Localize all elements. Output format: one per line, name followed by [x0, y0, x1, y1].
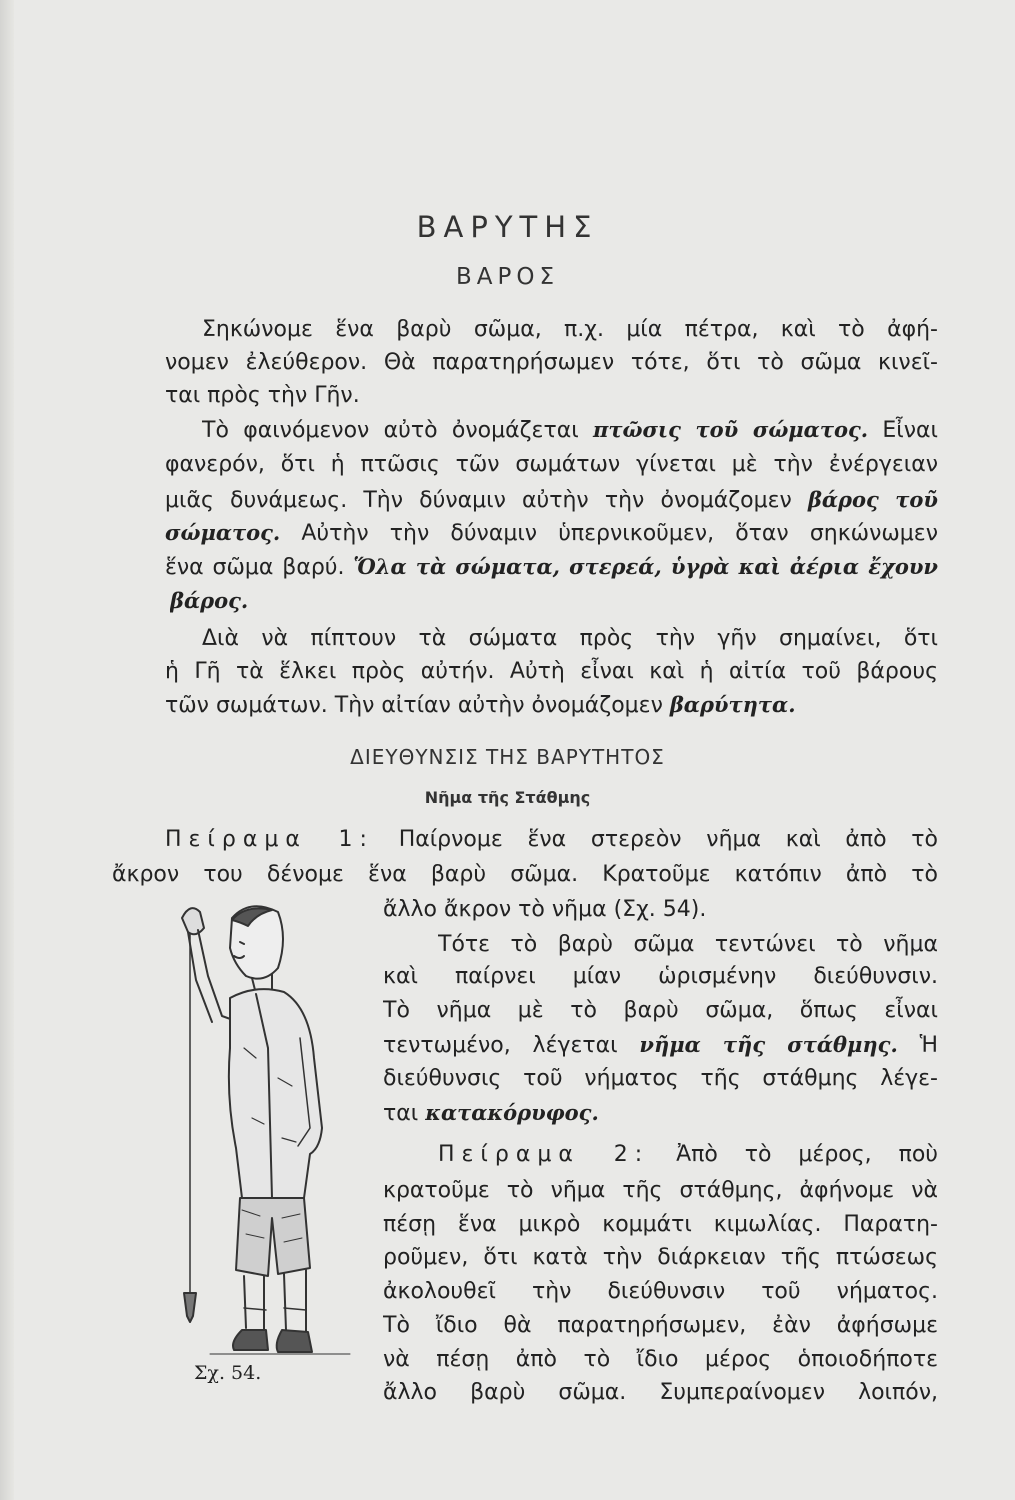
text-span: Αὐτὴν τὴν δύναμιν ὑπερνικοῦμεν, ὅταν σηκώνωμεν	[301, 521, 938, 546]
text-line: Διὰ νὰ πίπτουν τὰ σώματα πρὸς τὴν γῆν σημαίνει, ὅτι	[202, 626, 938, 651]
text-line: ἀκολουθεῖ τὴν διεύθυνσιν τοῦ νήματος.	[383, 1279, 938, 1304]
text-line	[165, 552, 938, 583]
text-line: νομεν ἐλεύθερον. Θὰ παρατηρήσωμεν τότε, ὅτι τὸ σῶμα κινεῖ-	[165, 350, 938, 375]
emphasis-term: Ὅλα τὰ σώματα, στερεά, ὑγρὰ καὶ ἀέρια ἔχουν	[353, 554, 938, 579]
text-line: νὰ πέσῃ ἀπὸ τὸ ἴδιο μέρος ὁποιοδήποτε	[383, 1347, 938, 1372]
text-line: ἄλλο ἄκρον τὸ νῆμα (Σχ. 54).	[383, 897, 707, 922]
experiment-label: Πείραμα 2:	[438, 1142, 650, 1167]
text-line: πέσῃ ἕνα μικρὸ κομμάτι κιμωλίας. Παρατη-	[383, 1212, 938, 1237]
text-span: ται	[383, 1101, 419, 1126]
emphasis-term: κατακόρυφος.	[425, 1100, 599, 1125]
text-span: Ἡ	[919, 1033, 938, 1058]
emphasis-term: βαρύτητα.	[669, 692, 796, 717]
text-span: τῶν σωμάτων. Τὴν αἰτίαν αὐτὴν ὀνομάζομεν	[165, 693, 663, 718]
emphasis-term: σώματος.	[165, 520, 281, 545]
section-subtitle: Νῆμα τῆς Στάθμης	[424, 788, 591, 807]
text-line: ἄκρον του δένομε ἕνα βαρὺ σῶμα. Κρατοῦμε κατόπιν ἀπὸ τὸ	[112, 862, 938, 887]
text-line	[165, 825, 938, 855]
text-line	[170, 586, 938, 617]
text-line: Τὸ ἴδιο θὰ παρατηρήσωμεν, ἐὰν ἀφήσωμε	[383, 1313, 938, 1338]
figure-caption: Σχ. 54.	[194, 1362, 262, 1384]
chapter-subtitle: ΒΑΡΟΣ	[455, 264, 560, 290]
text-span: ἕνα σῶμα βαρύ.	[165, 555, 345, 580]
text-line	[165, 690, 938, 721]
section-title: ΔΙΕΥΘΥΝΣΙΣ ΤΗΣ ΒΑΡΥΤΗΤΟΣ	[350, 745, 665, 769]
text-line	[165, 485, 938, 516]
text-line: κρατοῦμε τὸ νῆμα τῆς στάθμης, ἀφήνομε νὰ	[383, 1178, 938, 1203]
text-span: τεντωμένο, λέγεται	[383, 1033, 618, 1058]
emphasis-term: πτῶσις τοῦ σώματος.	[592, 417, 869, 442]
text-line: ἄλλο βαρὺ σῶμα. Συμπεραίνομεν λοιπόν,	[383, 1380, 938, 1405]
text-line: διεύθυνσις τοῦ νήματος τῆς στάθμης λέγε-	[383, 1066, 938, 1091]
text-span: Ἀπὸ τὸ μέρος, ποὺ	[676, 1142, 938, 1167]
text-span: Παίρνομε ἕνα στερεὸν νῆμα καὶ ἀπὸ τὸ	[398, 827, 938, 852]
text-line: καὶ παίρνει μίαν ὡρισμένην διεύθυνσιν.	[383, 964, 938, 989]
text-line	[165, 518, 938, 549]
emphasis-term: βάρος τοῦ	[807, 487, 938, 512]
text-line	[383, 1030, 938, 1061]
text-line: Τότε τὸ βαρὺ σῶμα τεντώνει τὸ νῆμα	[438, 932, 938, 957]
text-line	[202, 415, 938, 446]
emphasis-term: βάρος.	[170, 588, 249, 613]
text-span: Εἶναι	[882, 418, 938, 443]
emphasis-term: νῆμα τῆς στάθμης.	[639, 1032, 898, 1057]
plumb-line-figure	[160, 898, 380, 1368]
text-line: Σηκώνομε ἕνα βαρὺ σῶμα, π.χ. μία πέτρα, καὶ τὸ ἀφή-	[202, 317, 938, 342]
chapter-title: ΒΑΡΥΤΗΣ	[416, 210, 599, 244]
text-line: φανερόν, ὅτι ἡ πτῶσις τῶν σωμάτων γίνεται μὲ τὴν ἐνέργειαν	[165, 452, 938, 477]
text-line: ἡ Γῆ τὰ ἕλκει πρὸς αὐτήν. Αὐτὴ εἶναι καὶ ἡ αἰτία τοῦ βάρους	[165, 659, 938, 684]
text-span: Τὸ φαινόμενον αὐτὸ ὀνομάζεται	[202, 418, 579, 443]
text-line: ται πρὸς τὴν Γῆν.	[165, 383, 360, 408]
text-line: Τὸ νῆμα μὲ τὸ βαρὺ σῶμα, ὅπως εἶναι	[383, 998, 938, 1023]
text-line: ροῦμεν, ὅτι κατὰ τὴν διάρκειαν τῆς πτώσεως	[383, 1245, 938, 1270]
text-line	[383, 1098, 938, 1129]
text-span: μιᾶς δυνάμεως. Τὴν δύναμιν αὐτὴν τὴν ὀνομάζομεν	[165, 488, 792, 513]
experiment-label: Πείραμα 1:	[165, 827, 374, 852]
text-line	[438, 1140, 938, 1170]
